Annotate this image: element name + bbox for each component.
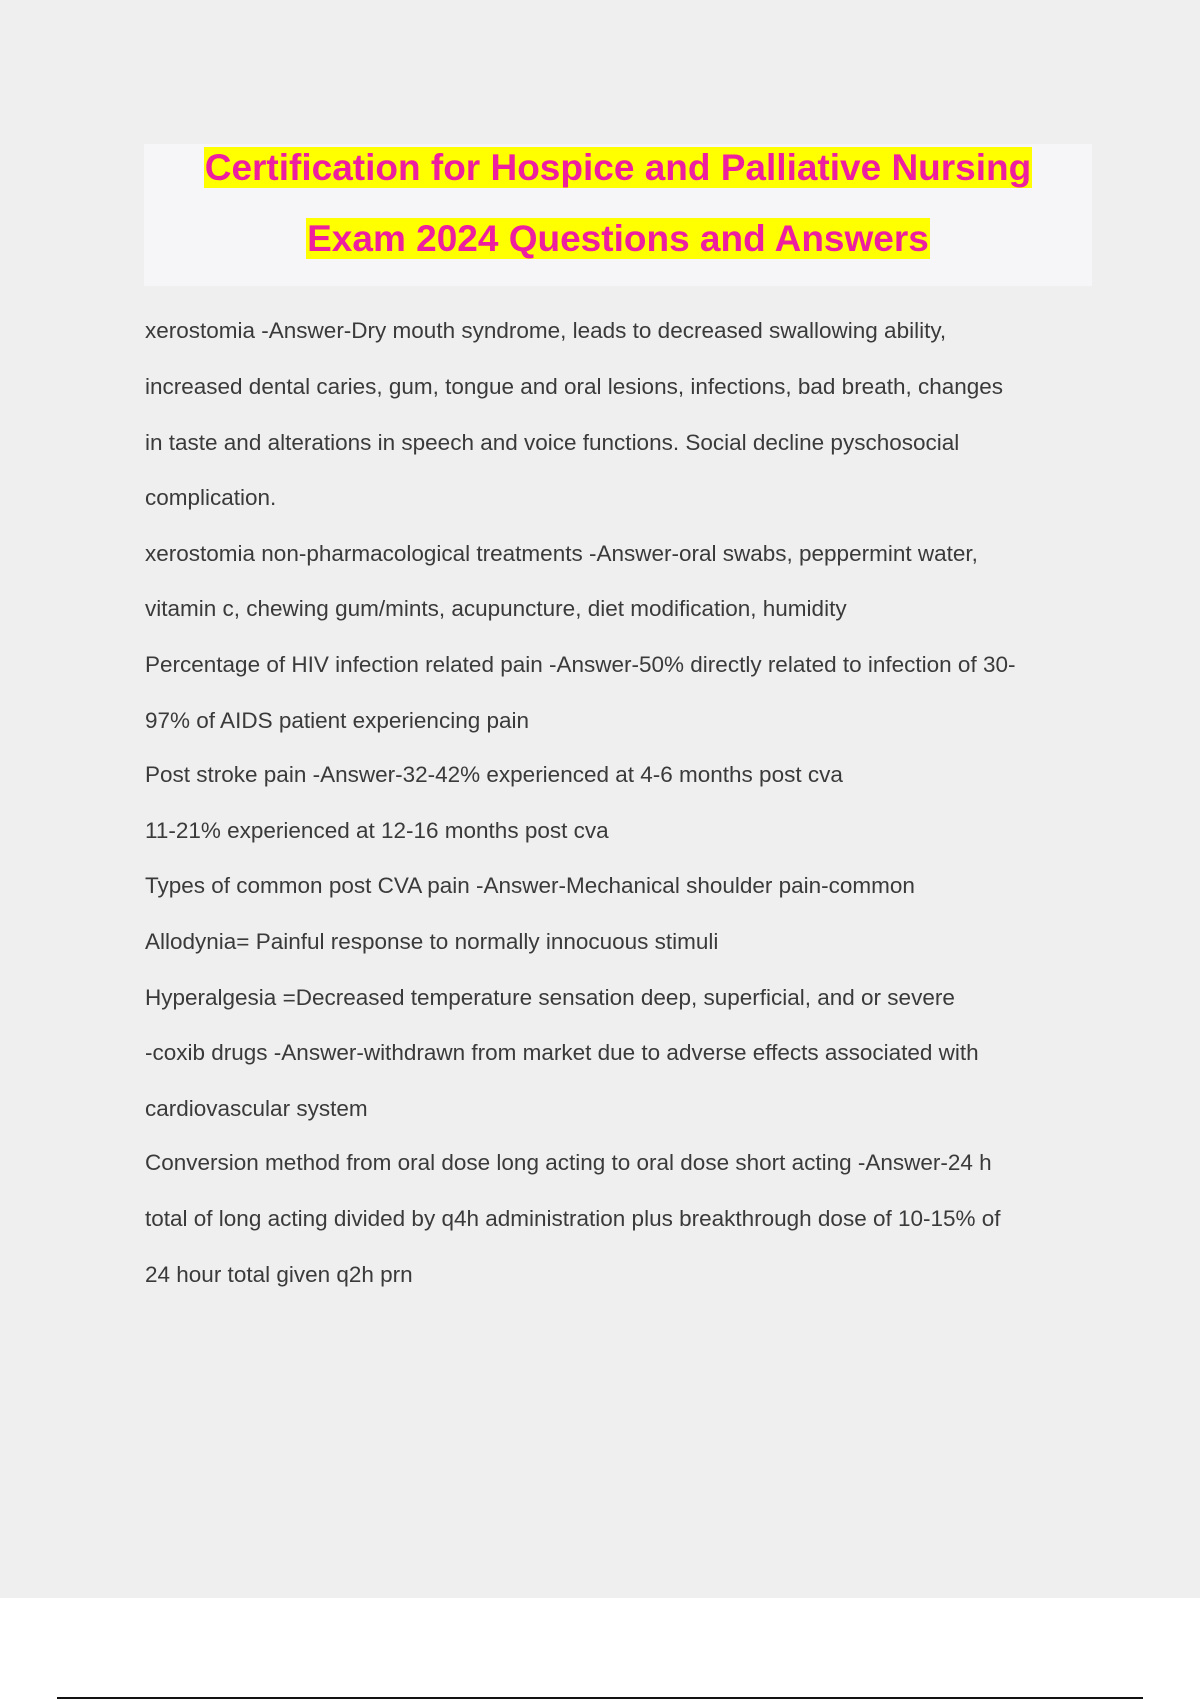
body-line: Hyperalgesia =Decreased temperature sensation deep, superficial, and or severe xyxy=(145,985,955,1010)
title-line-1: Certification for Hospice and Palliative Nursing xyxy=(204,147,1032,188)
body-line: Percentage of HIV infection related pain -Answer-50% directly related to infection of 30- xyxy=(145,652,1016,677)
body-line: 24 hour total given q2h prn xyxy=(145,1262,413,1287)
body-line: in taste and alterations in speech and voice functions. Social decline pyschosocial xyxy=(145,430,960,455)
body-line: increased dental caries, gum, tongue and oral lesions, infections, bad breath, changes xyxy=(145,374,1004,399)
body-line: total of long acting divided by q4h administration plus breakthrough dose of 10-15% of xyxy=(145,1206,1001,1231)
body-line: Conversion method from oral dose long acting to oral dose short acting -Answer-24 h xyxy=(145,1150,992,1175)
body-line: xerostomia non-pharmacological treatments -Answer-oral swabs, peppermint water, xyxy=(145,541,978,566)
body-line: 97% of AIDS patient experiencing pain xyxy=(145,708,530,733)
footer-divider xyxy=(57,1697,1143,1699)
body-line: Post stroke pain -Answer-32-42% experienced at 4-6 months post cva xyxy=(145,762,843,787)
body-line: cardiovascular system xyxy=(145,1096,368,1121)
body-line: xerostomia -Answer-Dry mouth syndrome, leads to decreased swallowing ability, xyxy=(145,318,947,343)
body-line: Allodynia= Painful response to normally innocuous stimuli xyxy=(145,929,719,954)
body-line: -coxib drugs -Answer-withdrawn from market due to adverse effects associated with xyxy=(145,1040,979,1065)
body-line: vitamin c, chewing gum/mints, acupuncture, diet modification, humidity xyxy=(145,596,847,621)
body-line: Types of common post CVA pain -Answer-Mechanical shoulder pain-common xyxy=(145,873,915,898)
body-line: complication. xyxy=(145,485,277,510)
title-line-2: Exam 2024 Questions and Answers xyxy=(307,218,929,259)
body-line: 11-21% experienced at 12-16 months post cva xyxy=(145,818,609,843)
